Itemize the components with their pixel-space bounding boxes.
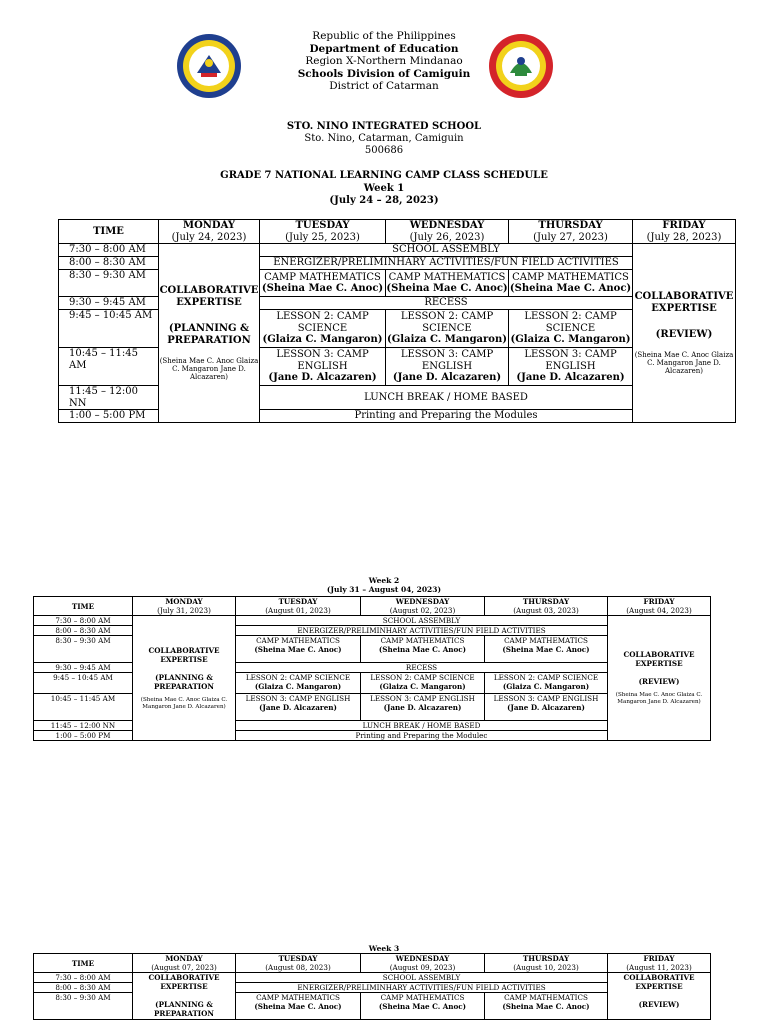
time-cell: 7:30 – 8:00 AM	[34, 973, 133, 983]
teacher: (Jane D. Alcazaren)	[516, 372, 625, 384]
assembly-cell: SCHOOL ASSEMBLY	[236, 616, 608, 626]
day-header-tuesday	[260, 220, 386, 244]
day-header-monday	[133, 954, 236, 973]
teacher: (Jane D. Alcazaren)	[392, 372, 502, 384]
subject: LESSON 2: CAMP SCIENCE	[493, 673, 599, 682]
day-header-wednesday	[386, 220, 509, 244]
department-line: Department of Education	[309, 42, 459, 55]
day-header-monday	[159, 220, 260, 244]
day-name: WEDNESDAY	[395, 597, 450, 606]
table-row	[34, 597, 711, 616]
day-date: (August 10, 2023)	[513, 963, 579, 972]
teacher: (Glaiza C. Mangaron)	[262, 334, 383, 346]
math-cell	[361, 993, 485, 1020]
week2-heading	[0, 576, 768, 594]
teacher: (Jane D. Alcazaren)	[383, 703, 462, 712]
day-date: (July 28, 2023)	[646, 231, 722, 243]
subject: CAMP MATHEMATICS	[256, 636, 340, 645]
teacher: (Sheina Mae C. Anoc)	[386, 283, 508, 294]
day-name: MONDAY	[165, 597, 203, 606]
monday-collab-cell	[133, 973, 236, 1020]
collab-title: COLLABORATIVE EXPERTISE	[623, 650, 695, 669]
time-cell: 1:00 – 5:00 PM	[59, 410, 159, 423]
time-cell: 8:00 – 8:30 AM	[34, 626, 133, 636]
school-address: Sto. Nino, Catarman, Camiguin	[304, 133, 464, 144]
subject: CAMP MATHEMATICS	[256, 993, 340, 1002]
subject: LESSON 2: CAMP SCIENCE	[400, 311, 494, 334]
science-cell	[386, 310, 509, 348]
teacher: (Jane D. Alcazaren)	[259, 703, 337, 712]
day-header-friday	[608, 597, 711, 616]
day-name: FRIDAY	[643, 954, 675, 963]
subject: CAMP MATHEMATICS	[504, 636, 588, 645]
math-cell	[386, 270, 509, 297]
time-header: TIME	[59, 220, 159, 244]
day-date: (August 09, 2023)	[389, 963, 456, 972]
teacher: (Jane D. Alcazaren)	[268, 372, 377, 384]
collab-teachers: (Sheina Mae C. Anoc Glaiza C. Mangaron Jane D. Alcazaren)	[634, 351, 734, 375]
teacher: (Sheina Mae C. Anoc)	[254, 645, 342, 654]
subject: LESSON 2: CAMP SCIENCE	[245, 673, 351, 682]
friday-collab-cell	[608, 973, 711, 1020]
collab-title: COLLABORATIVE EXPERTISE	[634, 291, 734, 314]
day-name: THURSDAY	[522, 954, 570, 963]
collab-title: COLLABORATIVE EXPERTISE	[159, 285, 259, 308]
day-date: (August 04, 2023)	[626, 606, 692, 615]
division-line: Schools Division of Camiguin	[297, 67, 471, 80]
friday-collab-cell	[608, 616, 711, 741]
week1-schedule-table	[58, 219, 736, 423]
teacher: (Glaiza C. Mangaron)	[254, 682, 342, 691]
day-header-monday	[133, 597, 236, 616]
recess-cell: RECESS	[236, 663, 608, 673]
printing-cell: Printing and Preparing the Modules	[260, 410, 633, 423]
day-name: FRIDAY	[662, 220, 706, 231]
teacher: (Glaiza C. Mangaron)	[387, 334, 507, 346]
math-cell	[236, 993, 361, 1020]
english-cell	[361, 694, 485, 721]
math-cell	[236, 636, 361, 663]
day-name: TUESDAY	[278, 954, 318, 963]
school-info	[0, 121, 768, 157]
time-cell: 9:45 – 10:45 AM	[34, 673, 133, 694]
week3-schedule-table	[33, 953, 711, 1020]
english-cell	[485, 694, 608, 721]
day-header-thursday	[485, 597, 608, 616]
subject: LESSON 3: CAMP ENGLISH	[276, 349, 369, 372]
collab-title: COLLABORATIVE EXPERTISE	[623, 973, 695, 991]
day-header-tuesday	[236, 597, 361, 616]
week2-range: (July 31 – August 04, 2023)	[326, 585, 442, 594]
table-row	[34, 973, 711, 983]
teacher: (Sheina Mae C. Anoc)	[378, 1002, 467, 1011]
collab-subtitle: (REVIEW)	[655, 329, 713, 340]
english-cell	[236, 694, 361, 721]
day-date: (August 01, 2023)	[265, 606, 331, 615]
subject: LESSON 3: CAMP ENGLISH	[370, 694, 475, 703]
day-name: THURSDAY	[522, 597, 570, 606]
math-cell	[260, 270, 386, 297]
time-cell: 8:00 – 8:30 AM	[34, 983, 133, 993]
science-cell	[260, 310, 386, 348]
subject: CAMP MATHEMATICS	[380, 636, 465, 645]
time-cell: 11:45 – 12:00 NN	[59, 386, 159, 410]
day-name: FRIDAY	[643, 597, 675, 606]
day-header-thursday	[509, 220, 633, 244]
printing-cell: Printing and Preparing the Modulec	[236, 731, 608, 741]
subject: LESSON 3: CAMP ENGLISH	[493, 694, 599, 703]
time-cell: 7:30 – 8:00 AM	[59, 244, 159, 257]
time-cell: 9:30 – 9:45 AM	[34, 663, 133, 673]
subject: LESSON 3: CAMP ENGLISH	[400, 349, 494, 372]
table-row	[34, 954, 711, 973]
republic-line: Republic of the Philippines	[312, 30, 456, 42]
time-cell: 1:00 – 5:00 PM	[34, 731, 133, 741]
time-cell: 10:45 – 11:45 AM	[59, 348, 159, 386]
lunch-cell: LUNCH BREAK / HOME BASED	[260, 386, 633, 410]
monday-collab-cell	[133, 616, 236, 741]
collab-subtitle: (PLANNING & PREPARATION	[167, 323, 251, 346]
math-cell	[509, 270, 633, 297]
collab-title: COLLABORATIVE EXPERTISE	[148, 973, 220, 991]
day-date: (July 27, 2023)	[533, 231, 608, 243]
subject: CAMP MATHEMATICS	[512, 271, 629, 283]
day-date: (July 25, 2023)	[285, 231, 360, 243]
english-cell	[260, 348, 386, 386]
day-date: (August 02, 2023)	[389, 606, 456, 615]
collab-teachers: (Sheina Mae C. Anoc Glaiza C. Mangaron Jane D. Alcazaren)	[140, 696, 228, 710]
teacher: (Jane D. Alcazaren)	[507, 703, 585, 712]
collab-subtitle: (PLANNING & PREPARATION	[153, 1000, 214, 1018]
subject: LESSON 3: CAMP ENGLISH	[245, 694, 351, 703]
day-name: WEDNESDAY	[409, 220, 485, 231]
teacher: (Sheina Mae C. Anoc)	[509, 283, 632, 294]
week2-schedule-table	[33, 596, 711, 741]
math-cell	[485, 636, 608, 663]
time-cell: 8:30 – 9:30 AM	[34, 636, 133, 663]
time-header: TIME	[34, 597, 133, 616]
assembly-cell: SCHOOL ASSEMBLY	[236, 973, 608, 983]
time-cell: 7:30 – 8:00 AM	[34, 616, 133, 626]
subject: LESSON 3: CAMP ENGLISH	[524, 349, 617, 372]
monday-collab-cell	[159, 244, 260, 423]
teacher: (Sheina Mae C. Anoc)	[502, 645, 590, 654]
school-name: STO. NINO INTEGRATED SCHOOL	[286, 121, 482, 132]
teacher: (Sheina Mae C. Anoc)	[502, 1002, 590, 1011]
collab-title: COLLABORATIVE EXPERTISE	[148, 645, 220, 664]
subject: LESSON 2: CAMP SCIENCE	[276, 311, 369, 334]
subject: LESSON 2: CAMP SCIENCE	[524, 311, 617, 334]
day-header-wednesday	[361, 597, 485, 616]
subject: LESSON 2: CAMP SCIENCE	[370, 673, 475, 682]
title-range: (July 24 – 28, 2023)	[329, 195, 439, 206]
time-cell: 8:00 – 8:30 AM	[59, 257, 159, 270]
science-cell	[509, 310, 633, 348]
week3-label: Week 3	[368, 944, 400, 953]
table-row	[34, 616, 711, 626]
day-name: THURSDAY	[538, 220, 603, 231]
day-header-friday	[633, 220, 736, 244]
district-line: District of Catarman	[329, 80, 439, 92]
school-id: 500686	[364, 145, 404, 156]
day-name: MONDAY	[165, 954, 203, 963]
day-name: WEDNESDAY	[395, 954, 450, 963]
title-main: GRADE 7 NATIONAL LEARNING CAMP CLASS SCHEDULE	[220, 170, 548, 181]
day-name: TUESDAY	[295, 220, 350, 231]
document-header	[0, 30, 768, 93]
collab-teachers: (Sheina Mae C. Anoc Glaiza C. Mangaron Jane D. Alcazaren)	[615, 692, 703, 705]
teacher: (Sheina Mae C. Anoc)	[378, 645, 467, 654]
day-name: MONDAY	[183, 220, 235, 231]
subject: CAMP MATHEMATICS	[264, 271, 381, 283]
friday-collab-cell	[633, 244, 736, 423]
day-header-friday	[608, 954, 711, 973]
collab-teachers: (Sheina Mae C. Anoc Glaiza C. Mangaron Jane D. Alcazaren)	[159, 357, 259, 381]
day-header-tuesday	[236, 954, 361, 973]
collab-subtitle: (REVIEW)	[638, 1000, 680, 1009]
time-cell: 11:45 – 12:00 NN	[34, 721, 133, 731]
recess-cell: RECESS	[260, 297, 633, 310]
day-header-thursday	[485, 954, 608, 973]
day-date: (July 24, 2023)	[171, 231, 247, 243]
time-cell: 9:30 – 9:45 AM	[59, 297, 159, 310]
region-line: Region X-Northern Mindanao	[305, 55, 463, 67]
teacher: (Glaiza C. Mangaron)	[379, 682, 466, 691]
math-cell	[485, 993, 608, 1020]
english-cell	[509, 348, 633, 386]
teacher: (Sheina Mae C. Anoc)	[261, 283, 384, 294]
day-date: (August 11, 2023)	[626, 963, 692, 972]
teacher: (Glaiza C. Mangaron)	[502, 682, 590, 691]
time-cell: 8:30 – 9:30 AM	[34, 993, 133, 1020]
time-cell: 8:30 – 9:30 AM	[59, 270, 159, 297]
subject: CAMP MATHEMATICS	[380, 993, 465, 1002]
energizer-cell: ENERGIZER/PRELIMINHARY ACTIVITIES/FUN FIELD ACTIVITIES	[260, 257, 633, 270]
week2-label: Week 2	[368, 576, 400, 585]
collab-subtitle: (REVIEW)	[638, 677, 680, 687]
week3-heading	[0, 944, 768, 953]
science-cell	[361, 673, 485, 694]
subject: CAMP MATHEMATICS	[388, 271, 506, 283]
time-cell: 10:45 – 11:45 AM	[34, 694, 133, 721]
math-cell	[361, 636, 485, 663]
energizer-cell: ENERGIZER/PRELIMINHARY ACTIVITIES/FUN FIELD ACTIVITIES	[236, 626, 608, 636]
time-cell: 9:45 – 10:45 AM	[59, 310, 159, 348]
day-date: (July 31, 2023)	[157, 606, 211, 615]
table-row	[59, 244, 736, 257]
day-date: (August 03, 2023)	[513, 606, 579, 615]
table-row	[59, 220, 736, 244]
lunch-cell: LUNCH BREAK / HOME BASED	[236, 721, 608, 731]
day-header-wednesday	[361, 954, 485, 973]
teacher: (Sheina Mae C. Anoc)	[254, 1002, 342, 1011]
day-date: (August 07, 2023)	[151, 963, 217, 972]
teacher: (Glaiza C. Mangaron)	[510, 334, 631, 346]
subject: CAMP MATHEMATICS	[504, 993, 588, 1002]
energizer-cell: ENERGIZER/PRELIMINHARY ACTIVITIES/FUN FIELD ACTIVITIES	[236, 983, 608, 993]
english-cell	[386, 348, 509, 386]
science-cell	[485, 673, 608, 694]
day-date: (July 26, 2023)	[409, 231, 485, 243]
schedule-title	[0, 170, 768, 208]
collab-subtitle: (PLANNING & PREPARATION	[153, 672, 214, 691]
assembly-cell: SCHOOL ASSEMBLY	[260, 244, 633, 257]
day-name: TUESDAY	[278, 597, 318, 606]
science-cell	[236, 673, 361, 694]
time-header: TIME	[34, 954, 133, 973]
day-date: (August 08, 2023)	[265, 963, 331, 972]
title-week: Week 1	[363, 182, 405, 194]
